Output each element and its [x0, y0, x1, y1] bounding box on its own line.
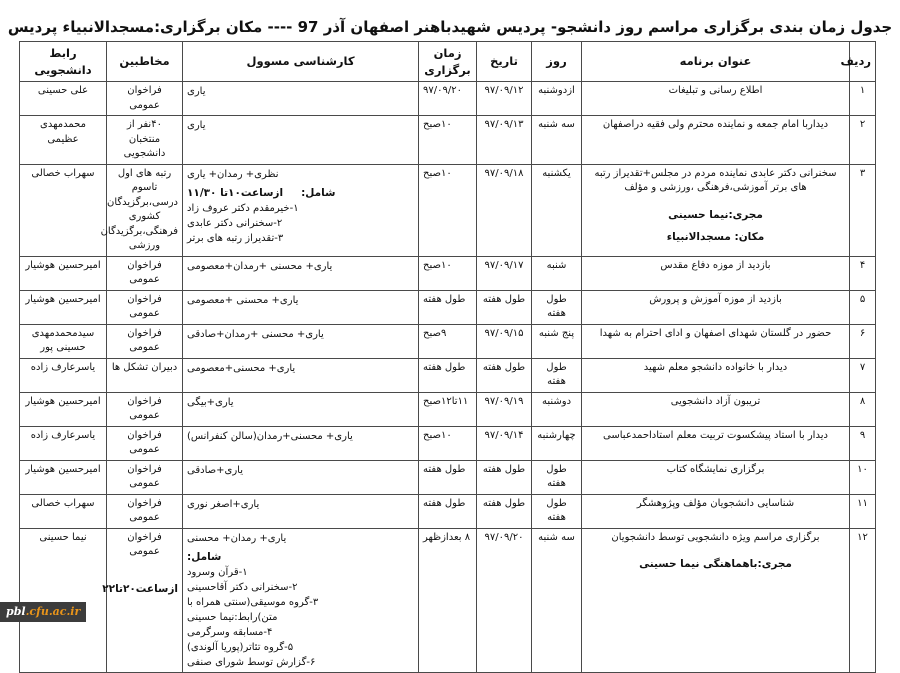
audience-value: فراخوان عمومی — [127, 293, 162, 320]
title-host-note: مجری:نیما حسینی — [668, 208, 763, 221]
cell-expert — [183, 324, 419, 358]
cell-radif — [850, 116, 876, 165]
cell-audience — [107, 82, 183, 116]
expert-item: متن)رابط:نیما حسینی — [187, 612, 278, 624]
table-row — [20, 460, 876, 494]
cell-title — [582, 116, 850, 165]
cell-day — [532, 426, 582, 460]
time-value: ۸ بعدازظهر — [423, 531, 471, 543]
cell-audience — [107, 324, 183, 358]
cell-liaison — [20, 324, 107, 358]
expert-value: نظری+ رمدان+ یاری — [187, 168, 279, 180]
time-value: طول هفته — [423, 293, 466, 305]
expert-value: یاری+بیگی — [187, 396, 234, 408]
cell-audience — [102, 528, 183, 672]
title-value: برگزاری نمایشگاه کتاب — [666, 463, 765, 475]
schedule-table-container — [20, 41, 876, 673]
cell-audience — [107, 494, 183, 528]
cell-date — [477, 116, 532, 165]
cell-day — [532, 324, 582, 358]
table-row — [20, 392, 876, 426]
radif-value: ۵ — [859, 293, 866, 305]
expert-item: ۲-سخنرانی دکتر عابدی — [187, 218, 283, 230]
watermark-domain: .cfu.ac.ir — [25, 605, 81, 618]
table-body — [20, 82, 876, 673]
cell-date — [477, 82, 532, 116]
cell-liaison — [20, 82, 107, 116]
expert-item: ۴-مسابقه وسرگرمی — [187, 627, 273, 639]
day-value: ازدوشنبه — [538, 85, 575, 97]
cell-radif — [850, 494, 876, 528]
day-value: سه شنبه — [538, 119, 575, 131]
date-value: ۹۷/۰۹/۱۲ — [484, 85, 524, 97]
expert-includes-label: شامل: — [301, 186, 336, 199]
expert-item: ۵-گروه تئاتر(پوریا آلوندی) — [187, 642, 294, 654]
expert-value: یاری+ محسنی +رمدان+صادقی — [187, 328, 324, 340]
cell-date — [477, 358, 532, 392]
day-value: چهارشنبه — [537, 429, 576, 441]
cell-liaison — [20, 460, 107, 494]
cell-date — [477, 164, 532, 256]
cell-radif — [850, 426, 876, 460]
expert-value: یاری+ محسنی +رمدان+معصومی — [187, 260, 333, 272]
expert-value: یاری+ محسنی+معصومی — [187, 362, 296, 374]
date-value: ۹۷/۰۹/۲۰ — [484, 531, 524, 543]
liaison-value: امیرحسین هوشیار — [25, 293, 101, 305]
cell-title — [582, 290, 850, 324]
cell-time — [419, 426, 477, 460]
title-value: حضور در گلستان شهدای اصفهان و ادای احترام به شهدا — [599, 327, 832, 339]
time-value: ۱۱تا۱۲صبح — [423, 395, 469, 407]
cell-day — [532, 494, 582, 528]
audience-value: فراخوان عمومی — [127, 531, 162, 558]
title-value: برگزاری مراسم ویژه دانشجویی توسط دانشجویان — [611, 531, 820, 543]
radif-value: ۱ — [859, 85, 866, 97]
cell-title — [582, 460, 850, 494]
liaison-value: سهراب خصالی — [31, 497, 95, 509]
radif-value: ۶ — [859, 327, 866, 339]
table-row — [20, 290, 876, 324]
cell-time — [419, 392, 477, 426]
liaison-value: امیرحسین هوشیار — [25, 463, 101, 475]
title-value: دیدار با استاد پیشکسوت تربیت معلم استاداحمدعباسی — [603, 429, 828, 441]
radif-value: ۱۰ — [857, 463, 868, 475]
expert-includes-heading — [187, 550, 414, 565]
column-header-radif: ردیف — [850, 42, 876, 82]
cell-day — [532, 82, 582, 116]
radif-value: ۱۱ — [857, 497, 868, 509]
time-value: ۹صبح — [423, 327, 447, 339]
audience-value: فراخوان عمومی — [127, 327, 162, 354]
table-row — [20, 358, 876, 392]
cell-audience — [107, 358, 183, 392]
title-venue-note: مکان: مسجدالانبیاء — [666, 231, 765, 244]
time-value: ۱۰صبح — [423, 259, 452, 271]
liaison-value: یاسرعارف زاده — [30, 429, 96, 441]
cell-liaison — [20, 494, 107, 528]
liaison-value: محمدمهدی عظیمی — [40, 119, 86, 145]
audience-value: فراخوان عمومی — [127, 85, 162, 111]
cell-title — [582, 426, 850, 460]
cell-expert — [183, 82, 419, 116]
cell-liaison — [20, 164, 107, 256]
cell-day — [532, 358, 582, 392]
audience-value: ۴۰نفر از منتخبان دانشجویی — [123, 119, 166, 160]
cell-time — [419, 494, 477, 528]
cell-radif — [850, 460, 876, 494]
title-value: دیدار با خانواده دانشجو معلم شهید — [643, 361, 788, 373]
table-row — [20, 82, 876, 116]
cell-expert — [183, 460, 419, 494]
cell-expert — [183, 494, 419, 528]
title-value: سخنرانی دکتر عابدی نماینده مردم در مجلس+تقدیراز رتبه های برتر آموزشی،فرهنگی ،ورزشی و مؤلف — [594, 167, 837, 194]
cell-radif — [850, 528, 876, 672]
column-header-liaison: رابط دانشجویی — [20, 42, 107, 82]
audience-value: دبیران تشکل ها — [111, 361, 178, 373]
date-value: طول هفته — [482, 497, 526, 509]
liaison-value: علی حسینی — [37, 85, 89, 97]
table-row — [20, 116, 876, 165]
cell-radif — [850, 358, 876, 392]
audience-time-note: ازساعت۲۰تا۲۲ — [102, 582, 178, 595]
title-value: بازدید از موزه دفاع مقدس — [660, 259, 771, 271]
expert-value: یاری — [187, 120, 206, 132]
cell-liaison — [20, 358, 107, 392]
site-watermark — [0, 602, 86, 622]
audience-value: فراخوان عمومی — [127, 429, 162, 456]
liaison-value: سیدمحمدمهدی حسینی پور — [31, 327, 95, 354]
day-value: یکشنبه — [542, 167, 571, 179]
cell-time — [419, 256, 477, 290]
date-value: ۹۷/۰۹/۱۹ — [484, 395, 524, 407]
table-header — [20, 42, 876, 82]
time-value: ۹۷/۰۹/۲۰ — [423, 85, 462, 97]
liaison-value: سهراب خصالی — [31, 167, 95, 179]
expert-value: یاری+ محسنی+رمدان(سالن کنفرانس) — [187, 430, 353, 442]
cell-time — [419, 528, 477, 672]
radif-value: ۷ — [859, 361, 866, 373]
column-header-title: عنوان برنامه — [582, 42, 850, 82]
column-header-audience: مخاطبین — [107, 42, 183, 82]
column-header-day: روز — [532, 42, 582, 82]
cell-day — [532, 164, 582, 256]
radif-value: ۱۲ — [857, 531, 868, 543]
cell-date — [477, 528, 532, 672]
expert-value: یاری+صادقی — [187, 464, 243, 476]
title-value: شناسایی دانشجویان مؤلف وپژوهشگر — [636, 497, 795, 509]
cell-expert — [183, 256, 419, 290]
day-value: شنبه — [546, 259, 567, 271]
cell-date — [477, 426, 532, 460]
cell-radif — [850, 392, 876, 426]
cell-audience — [100, 164, 183, 256]
cell-time — [419, 324, 477, 358]
cell-day — [532, 528, 582, 672]
cell-expert — [183, 164, 419, 256]
cell-radif — [850, 324, 876, 358]
cell-day — [532, 256, 582, 290]
cell-title — [582, 528, 850, 672]
cell-time — [419, 290, 477, 324]
column-header-time: زمان برگزاری — [419, 42, 477, 82]
cell-audience — [107, 426, 183, 460]
column-header-date: تاریخ — [477, 42, 532, 82]
day-value: طول هفته — [546, 497, 567, 524]
expert-value: یاری — [187, 86, 206, 98]
schedule-table — [19, 41, 876, 673]
cell-expert — [183, 528, 419, 672]
audience-value: فراخوان عمومی — [127, 395, 162, 422]
expert-item: ۳-تقدیراز رتبه های برتر — [187, 233, 284, 245]
cell-day — [532, 116, 582, 165]
expert-item: ۶-گزارش توسط شورای صنفی — [187, 657, 316, 669]
audience-value: فراخوان عمومی — [127, 259, 162, 286]
date-value: طول هفته — [482, 361, 526, 373]
cell-expert — [183, 290, 419, 324]
table-row — [20, 324, 876, 358]
cell-audience — [107, 460, 183, 494]
cell-liaison — [20, 392, 107, 426]
liaison-value: یاسرعارف زاده — [30, 361, 96, 373]
time-value: طول هفته — [423, 463, 466, 475]
cell-audience — [107, 392, 183, 426]
cell-liaison — [20, 256, 107, 290]
cell-title — [582, 164, 850, 256]
expert-value: یاری+ رمدان+ محسنی — [187, 532, 287, 544]
table-row — [20, 494, 876, 528]
watermark-name: pbl — [6, 605, 26, 618]
page-title-text: جدول زمان بندی برگزاری مراسم روز دانشجو- پردیس شهیدباهنر اصفهان آذر 97 ---- مکان برگزاری:مسجدالانبیاء پردیس — [7, 18, 893, 36]
table-row — [20, 164, 876, 256]
cell-radif — [850, 82, 876, 116]
date-value: طول هفته — [482, 293, 526, 305]
radif-value: ۴ — [859, 259, 866, 271]
title-host-note: مجری:باهماهنگی نیما حسینی — [639, 558, 792, 571]
cell-expert — [183, 392, 419, 426]
date-value: ۹۷/۰۹/۱۴ — [484, 429, 524, 441]
cell-time — [419, 82, 477, 116]
expert-item: ۱-قرآن وسرود — [187, 567, 248, 579]
cell-title — [582, 82, 850, 116]
audience-value: رتبه های اول تاسوم درسی،برگزیدگان کشوری فرهنگی،برگزیدگان ورزشی — [100, 167, 178, 252]
cell-audience — [107, 256, 183, 290]
page-title — [7, 14, 893, 40]
cell-liaison — [20, 426, 107, 460]
cell-expert — [183, 116, 419, 165]
cell-date — [477, 324, 532, 358]
cell-time — [419, 460, 477, 494]
radif-value: ۳ — [859, 167, 866, 179]
expert-item: ۳-گروه موسیقی(سنتی همراه با — [187, 597, 319, 609]
title-value: بازدید از موزه آموزش و پرورش — [649, 293, 782, 305]
cell-date — [477, 392, 532, 426]
cell-audience — [107, 116, 183, 165]
cell-liaison — [20, 290, 107, 324]
title-value: اطلاع رسانی و تبلیغات — [668, 85, 763, 97]
table-header-row — [20, 42, 876, 82]
day-value: طول هفته — [546, 463, 567, 490]
time-value: ۱۰صبح — [423, 119, 452, 131]
cell-day — [532, 290, 582, 324]
liaison-value: امیرحسین هوشیار — [25, 259, 101, 271]
day-value: طول هفته — [546, 361, 567, 388]
column-header-expert: کارشناسی مسوول — [183, 42, 419, 82]
expert-includes-label: شامل: — [187, 550, 222, 563]
cell-liaison — [20, 116, 107, 165]
date-value: طول هفته — [482, 463, 526, 475]
cell-day — [532, 460, 582, 494]
date-value: ۹۷/۰۹/۱۵ — [484, 327, 524, 339]
liaison-value: امیرحسین هوشیار — [25, 395, 101, 407]
cell-day — [532, 392, 582, 426]
radif-value: ۹ — [859, 429, 866, 441]
table-row — [20, 256, 876, 290]
cell-date — [477, 256, 532, 290]
cell-audience — [107, 290, 183, 324]
table-row — [20, 528, 876, 672]
audience-value: فراخوان عمومی — [127, 497, 162, 524]
cell-title — [582, 392, 850, 426]
cell-title — [582, 494, 850, 528]
cell-radif — [850, 256, 876, 290]
cell-time — [419, 358, 477, 392]
expert-value: یاری+اصغر نوری — [187, 498, 260, 510]
cell-title — [582, 324, 850, 358]
expert-item: ۱-خیرمقدم دکتر عروف زاد — [187, 203, 299, 215]
radif-value: ۸ — [859, 395, 866, 407]
cell-expert — [183, 358, 419, 392]
cell-time — [419, 164, 477, 256]
expert-includes-time: ازساعت۱۰تا ۱۱/۳۰ — [187, 186, 284, 199]
date-value: ۹۷/۰۹/۱۷ — [484, 259, 524, 271]
time-value: طول هفته — [423, 497, 466, 509]
cell-radif — [850, 290, 876, 324]
day-value: طول هفته — [546, 293, 567, 320]
liaison-value: نیما حسینی — [39, 531, 87, 543]
day-value: دوشنبه — [541, 395, 572, 407]
day-value: سه شنبه — [538, 531, 575, 543]
audience-value: فراخوان عمومی — [127, 463, 162, 490]
date-value: ۹۷/۰۹/۱۸ — [484, 167, 524, 179]
cell-expert — [183, 426, 419, 460]
cell-time — [419, 116, 477, 165]
expert-item: ۲-سخنرانی دکتر آقاحسینی — [187, 582, 298, 594]
date-value: ۹۷/۰۹/۱۳ — [484, 119, 524, 131]
cell-title — [582, 256, 850, 290]
cell-title — [582, 358, 850, 392]
cell-date — [477, 494, 532, 528]
title-value: دیداربا امام جمعه و نماینده محترم ولی فقیه دراصفهان — [602, 119, 829, 131]
time-value: طول هفته — [423, 361, 466, 373]
time-value: ۱۰صبح — [423, 167, 452, 179]
cell-radif — [850, 164, 876, 256]
expert-includes-heading — [187, 186, 414, 201]
cell-date — [477, 460, 532, 494]
day-value: پنج شنبه — [538, 327, 575, 339]
radif-value: ۲ — [859, 119, 866, 131]
expert-value: یاری+ محسنی +معصومی — [187, 294, 299, 306]
time-value: ۱۰صبح — [423, 429, 452, 441]
cell-liaison — [20, 528, 107, 672]
cell-date — [477, 290, 532, 324]
table-row — [20, 426, 876, 460]
title-value: تریبون آزاد دانشجویی — [670, 395, 761, 407]
